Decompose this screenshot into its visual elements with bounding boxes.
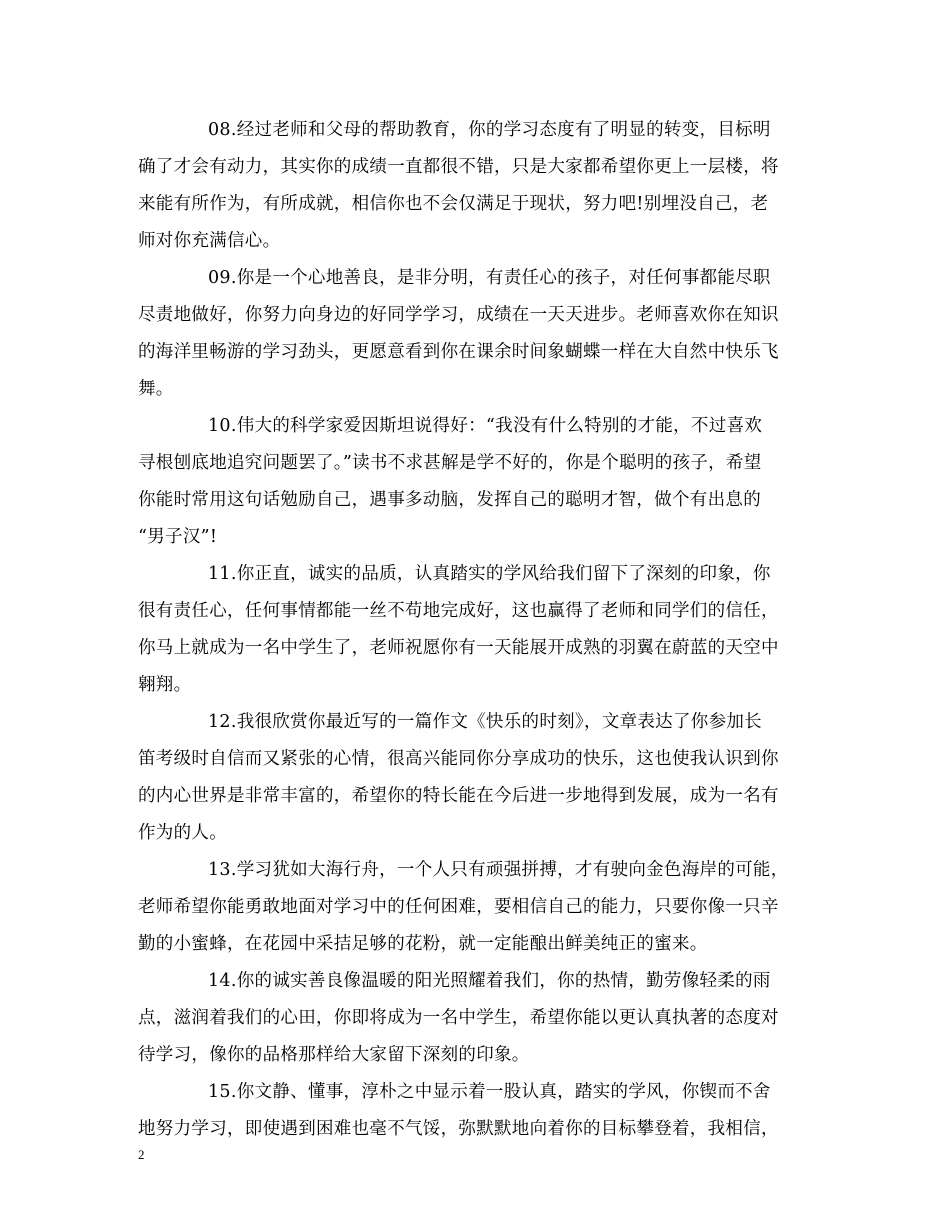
text-line: 作为的人。 (138, 823, 227, 843)
text-line: 的内心世界是非常丰富的，希望你的特长能在今后进一步地得到发展，成为一名有 (138, 786, 779, 806)
text-line: 尽责地做好，你努力向身边的好同学学习，成绩在一天天进步。老师喜欢你在知识 (138, 305, 779, 325)
page-number: 2 (138, 1147, 145, 1162)
text-line: 很有责任心，任何事情都能一丝不苟地完成好，这也赢得了老师和同学们的信任， (138, 601, 779, 621)
comment-paragraph-09 (138, 260, 828, 408)
text-line: 13.学习犹如大海行舟，一个人只有顽强拼搏，才有驶向金色海岸的可能， (208, 860, 789, 880)
text-line: 14.你的诚实善良像温暖的阳光照耀着我们，你的热情，勤劳像轻柔的雨 (208, 971, 771, 991)
text-line: 待学习，像你的品格那样给大家留下深刻的印象。 (138, 1045, 530, 1065)
text-line: 舞。 (138, 379, 174, 399)
text-line: 翱翔。 (138, 675, 192, 695)
text-line: 你能时常用这句话勉励自己，遇事多动脑，发挥自己的聪明才智，做个有出息的 (138, 490, 761, 510)
text-line: 师对你充满信心。 (138, 231, 281, 251)
text-line: 的海洋里畅游的学习劲头，更愿意看到你在课余时间象蝴蝶一样在大自然中快乐飞 (138, 342, 779, 362)
comment-paragraph-15 (138, 1074, 828, 1148)
text-line: 地努力学习，即使遇到困难也毫不气馁，弥默默地向着你的目标攀登着，我相信， (138, 1119, 779, 1139)
text-line: 寻根刨底地追究问题罢了。”读书不求甚解是学不好的，你是个聪明的孩子，希望 (138, 453, 762, 473)
text-line: 08.经过老师和父母的帮助教育，你的学习态度有了明显的转变，目标明 (208, 120, 771, 140)
comment-paragraph-11 (138, 556, 828, 704)
comment-paragraph-14 (138, 963, 828, 1074)
document-body (138, 112, 828, 1148)
text-line: “男子汉”! (138, 527, 218, 547)
text-line: 来能有所作为，有所成就，相信你也不会仅满足于现状，努力吧!别埋没自己，老 (138, 194, 769, 214)
text-line: 你马上就成为一名中学生了，老师祝愿你有一天能展开成熟的羽翼在蔚蓝的天空中 (138, 638, 779, 658)
comment-paragraph-08 (138, 112, 828, 260)
text-line: 笛考级时自信而又紧张的心情，很高兴能同你分享成功的快乐，这也使我认识到你 (138, 749, 779, 769)
text-line: 点，滋润着我们的心田，你即将成为一名中学生，希望你能以更认真执著的态度对 (138, 1008, 779, 1028)
comment-paragraph-13 (138, 852, 828, 963)
comment-paragraph-12 (138, 704, 828, 852)
text-line: 勤的小蜜蜂，在花园中采拮足够的花粉，就一定能酿出鲜美纯正的蜜来。 (138, 934, 708, 954)
text-line: 11.你正直，诚实的品质，认真踏实的学风给我们留下了深刻的印象，你 (208, 564, 771, 584)
text-line: 15.你文静、懂事，淳朴之中显示着一股认真，踏实的学风，你锲而不舍 (208, 1082, 771, 1102)
text-line: 10.伟大的科学家爱因斯坦说得好：“我没有什么特别的才能，不过喜欢 (208, 416, 763, 436)
comment-paragraph-10 (138, 408, 828, 556)
text-line: 12.我很欣赏你最近写的一篇作文《快乐的时刻》，文章表达了你参加长 (208, 712, 762, 732)
text-line: 09.你是一个心地善良，是非分明，有责任心的孩子，对任何事都能尽职 (208, 268, 771, 288)
text-line: 老师希望你能勇敢地面对学习中的任何困难，要相信自己的能力，只要你像一只辛 (138, 897, 779, 917)
text-line: 确了才会有动力，其实你的成绩一直都很不错，只是大家都希望你更上一层楼，将 (138, 157, 779, 177)
